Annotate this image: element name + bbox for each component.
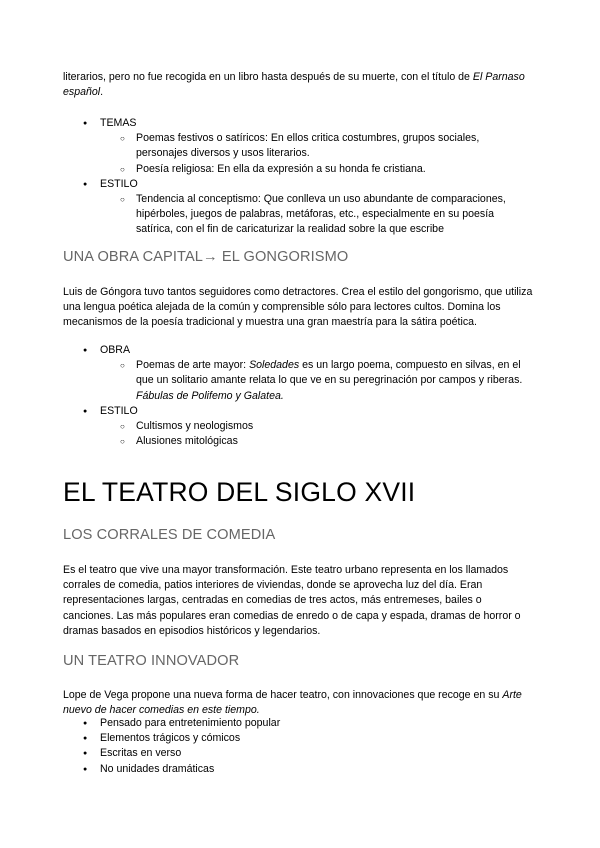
estilo-label: ESTILO [100, 177, 138, 190]
list-item-estilo [83, 177, 533, 238]
list-item-obra [83, 343, 533, 404]
list-item: ● Pensado para entretenimiento popular [83, 716, 533, 731]
sublist-item: ○ Poesía religiosa: En ella da expresión a su honda fe cristiana. [120, 162, 533, 177]
gongorismo-paragraph: Luis de Góngora tuvo tantos seguidores como detractores. Crea el estilo del gongorismo, que utiliza una lengua poética alejada de la común y comprensible sólo para lectores cultos. Domina los mecanismos de la poesía tradicional y muestra una gran maestría para la sátira poética. [63, 286, 533, 329]
innovador-text: Lope de Vega propone una nueva forma de hacer teatro, con innovaciones que recoge en su [63, 689, 503, 701]
estilo-sublist [100, 419, 533, 449]
corrales-paragraph: Es el teatro que vive una mayor transformación. Este teatro urbano representa en los llamados corrales de comedia, patios interiores de viviendas, donde se aprovecha luz del día. Eran representaciones largas, centradas en comedias de tres actos, más entremeses, bailes o canciones. Las más populares eran comedias de enredo o de capa y espada, dramas de horror o dramas basados en episodios históricos y legendarios. [63, 564, 521, 637]
intro-paragraph [63, 70, 533, 100]
innovador-paragraph [63, 688, 533, 718]
obra-italic-soledades: Soledades [249, 359, 300, 372]
innovador-heading: UN TEATRO INNOVADOR [63, 653, 240, 669]
gongorismo-list [83, 343, 533, 449]
obra-sublist [100, 358, 533, 404]
list-item: ● No unidades dramáticas [83, 762, 533, 777]
obra-pre: Poemas de arte mayor: [136, 359, 250, 372]
innovador-list [83, 716, 533, 777]
innovador-italic-title: Arte nuevo de hacer comedias en este tiempo. [63, 689, 522, 717]
quevedo-list [83, 116, 533, 238]
list-item: ● Escritas en verso [83, 746, 533, 761]
gongorismo-heading: UNA OBRA CAPITAL→ EL GONGORISMO [63, 249, 349, 265]
intro-text: literarios, pero no fue recogida en un libro hasta después de su muerte, con el título de [63, 71, 473, 83]
teatro-title: EL TEATRO DEL SIGLO XVII [63, 477, 416, 507]
sublist-item: ○ Poemas festivos o satíricos: En ellos critica costumbres, grupos sociales, personajes diversos y usos literarios. [120, 131, 533, 161]
intro-italic-title: El Parnaso español [63, 71, 525, 99]
obra-label: OBRA [100, 344, 131, 356]
list-item: ● Elementos trágicos y cómicos [83, 731, 533, 746]
estilo-label: ESTILO [100, 404, 138, 417]
obra-italic-fabulas: Fábulas de Polifemo y Galatea. [136, 389, 284, 402]
obra-mid: es un largo poema, compuesto en silvas, en el que un solitario amante relata lo que ve en su peregrinación por campos y riberas. [136, 359, 523, 387]
temas-sublist [100, 131, 533, 177]
temas-label: TEMAS [100, 117, 137, 129]
list-item-estilo [83, 404, 533, 450]
estilo-sublist [100, 192, 533, 238]
sublist-item: ○ Tendencia al conceptismo: Que conlleva un uso abundante de comparaciones, hipérboles, juegos de palabras, metáforas, etc., especialmente en su poesía satírica, con el fin de caricaturizar la realidad sobre la que escribe [120, 192, 533, 238]
corrales-heading: LOS CORRALES DE COMEDIA [63, 527, 276, 543]
list-item-temas [83, 116, 533, 177]
sublist-item [120, 358, 533, 404]
sublist-item: ○ Alusiones mitológicas [120, 434, 533, 449]
intro-end: . [100, 86, 104, 99]
sublist-item: ○ Cultismos y neologismos [120, 419, 533, 434]
